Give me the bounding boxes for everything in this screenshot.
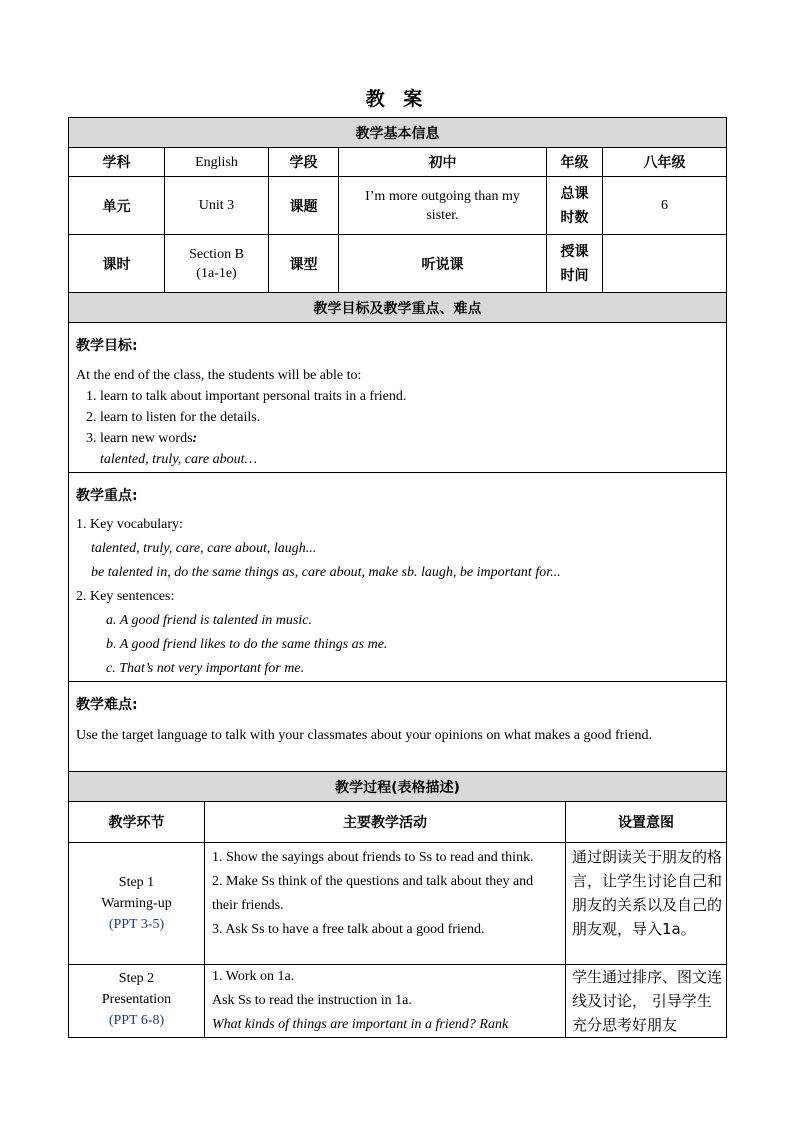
teaching-time-label: 授课时间 <box>547 235 603 293</box>
col-activity: 主要教学活动 <box>205 802 566 843</box>
basic-info-table <box>68 117 727 772</box>
grade-value: 八年级 <box>603 148 727 177</box>
activity-line: 2. Make Ss think of the questions and talk about they and their friends. <box>212 874 534 913</box>
step-name: Presentation <box>101 992 172 1007</box>
activity-cell <box>205 965 566 1038</box>
total-periods-value: 6 <box>603 177 727 235</box>
difficulty-section <box>69 682 727 772</box>
total-periods-label: 总课时数 <box>547 177 603 235</box>
period-value: Section B (1a-1e) <box>165 235 269 293</box>
new-words: talented, truly, care about… <box>100 452 257 467</box>
col-intent: 设置意图 <box>566 802 727 843</box>
activity-line: 1. Show the sayings about friends to Ss to read and think. <box>212 850 534 865</box>
activity-line: What kinds of things are important in a friend? Rank <box>212 1017 509 1032</box>
unit-value: Unit 3 <box>165 177 269 235</box>
lesson-plan-table <box>68 117 726 1038</box>
subject-value: English <box>165 148 269 177</box>
step-number: Step 1 <box>118 875 155 890</box>
activity-line: 3. Ask Ss to have a free talk about a good friend. <box>212 922 485 937</box>
step-name: Warming-up <box>101 896 172 911</box>
objective-item-text: 3. learn new words <box>86 431 193 446</box>
key-sentence: a. A good friend is talented in music. <box>106 613 312 628</box>
objectives-intro: At the end of the class, the students will be able to: <box>76 368 362 383</box>
objective-item <box>76 428 719 449</box>
process-table <box>68 771 727 1038</box>
objectives-heading: 教学目标: <box>76 338 138 354</box>
key-vocab-label: 1. Key vocabulary: <box>76 517 183 532</box>
key-vocab-line: talented, truly, care, care about, laugh... <box>91 541 317 556</box>
step-ppt: (PPT 3-5) <box>108 917 165 932</box>
period-label: 课时 <box>69 235 165 293</box>
step-cell <box>69 965 205 1038</box>
level-value: 初中 <box>339 148 547 177</box>
process-header: 教学过程(表格描述) <box>69 772 727 802</box>
step-ppt: (PPT 6-8) <box>108 1013 165 1028</box>
key-vocab-line: be talented in, do the same things as, care about, make sb. laugh, be important for... <box>91 565 561 580</box>
objective-item: 2. learn to listen for the details. <box>86 410 261 425</box>
objectives-section <box>69 323 727 473</box>
topic-label: 课题 <box>269 177 339 235</box>
topic-value: I’m more outgoing than my sister. <box>339 177 547 235</box>
key-sentences-label: 2. Key sentences: <box>76 589 175 604</box>
key-sentence: b. A good friend likes to do the same things as me. <box>106 637 388 652</box>
intent-cell: 学生通过排序、图文连线及讨论， 引导学生充分思考好朋友 <box>566 965 727 1038</box>
col-step: 教学环节 <box>69 802 205 843</box>
difficulty-heading: 教学难点: <box>76 697 138 713</box>
page-title: 教 案 <box>365 88 429 110</box>
teaching-time-value <box>603 235 727 293</box>
type-value: 听说课 <box>339 235 547 293</box>
key-points-heading: 教学重点: <box>76 488 138 504</box>
objective-item: 1. learn to talk about important personal traits in a friend. <box>86 389 407 404</box>
activity-line: 1. Work on 1a. <box>212 969 295 984</box>
difficulty-text: Use the target language to talk with your classmates about your opinions on what makes a good friend. <box>76 728 652 743</box>
intent-cell: 通过朗读关于朋友的格言，让学生讨论自己和朋友的关系以及自己的朋友观，导入1a。 <box>566 843 727 965</box>
grade-label: 年级 <box>547 148 603 177</box>
activity-cell <box>205 843 566 965</box>
basic-info-header: 教学基本信息 <box>69 118 727 148</box>
key-points-section <box>69 473 727 682</box>
objective-item-colon: : <box>192 431 198 446</box>
activity-line: Ask Ss to read the instruction in 1a. <box>212 993 412 1008</box>
step-number: Step 2 <box>118 971 155 986</box>
type-label: 课型 <box>269 235 339 293</box>
key-sentence: c. That’s not very important for me. <box>106 661 305 676</box>
level-label: 学段 <box>269 148 339 177</box>
table-row <box>69 965 727 1038</box>
table-row <box>69 843 727 965</box>
subject-label: 学科 <box>69 148 165 177</box>
step-cell <box>69 843 205 965</box>
goals-header: 教学目标及教学重点、难点 <box>69 293 727 323</box>
unit-label: 单元 <box>69 177 165 235</box>
